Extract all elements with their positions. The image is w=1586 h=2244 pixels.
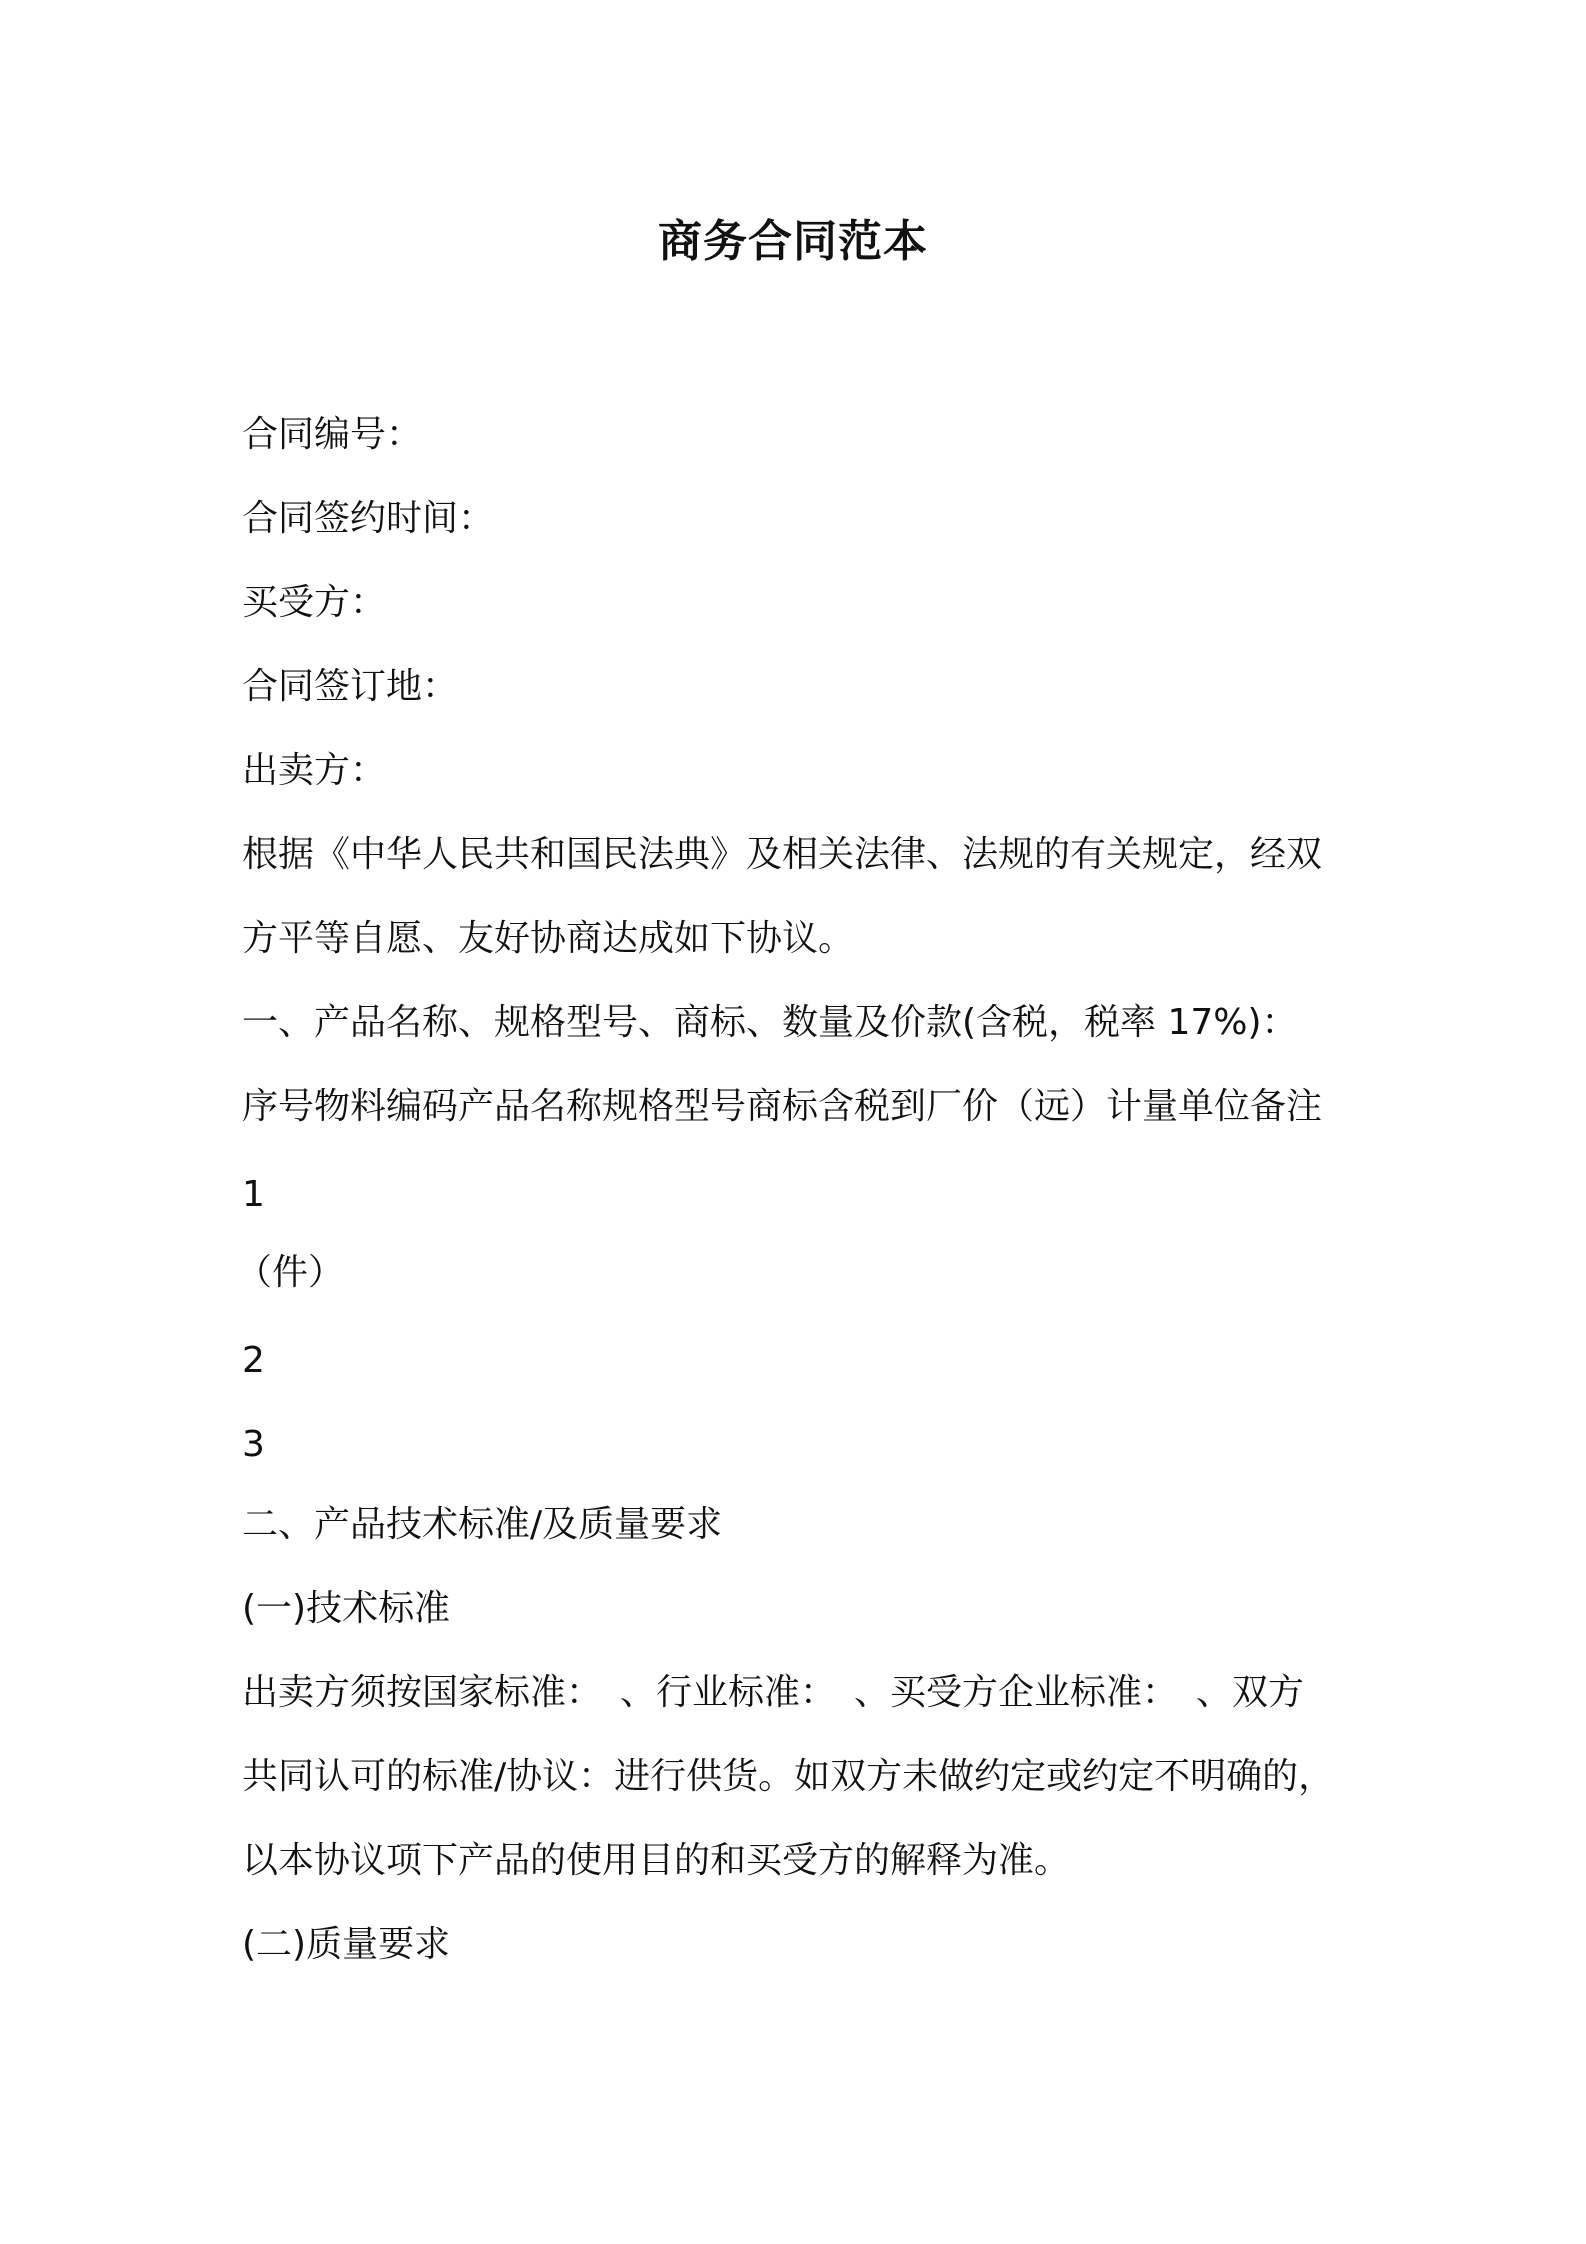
table-row: 2 [242, 1340, 265, 1381]
intro-line-2: 方平等自愿、友好协商达成如下协议。 [242, 918, 855, 959]
paragraph-line: 以本协议项下产品的使用目的和买受方的解释为准。 [242, 1840, 1071, 1881]
sign-place-field: 合同签订地： [242, 666, 459, 707]
paragraph-line: 出卖方须按国家标准： 、行业标准： 、买受方企业标准： 、双方 [242, 1672, 1305, 1713]
sign-time-field: 合同签约时间： [242, 498, 495, 539]
contract-number-field: 合同编号： [242, 414, 423, 455]
document-title: 商务合同范本 [658, 216, 928, 267]
table-row: 1 [242, 1174, 265, 1215]
table-row: 3 [242, 1424, 265, 1465]
section-2-heading: 二、产品技术标准/及质量要求 [242, 1504, 723, 1545]
intro-line-1: 根据《中华人民共和国民法典》及相关法律、法规的有关规定，经双 [242, 834, 1323, 875]
seller-field: 出卖方： [242, 750, 387, 791]
subsection-technical-standard: (一)技术标准 [242, 1588, 451, 1629]
table-row: （件） [236, 1252, 345, 1293]
subsection-quality-requirements: (二)质量要求 [242, 1924, 451, 1965]
buyer-field: 买受方： [242, 582, 387, 623]
section-1-heading: 一、产品名称、规格型号、商标、数量及价款(含税，税率 17%)： [242, 1002, 1298, 1043]
product-table-header: 序号物料编码产品名称规格型号商标含税到厂价（远）计量单位备注 [242, 1086, 1323, 1127]
paragraph-line: 共同认可的标准/协议：进行供货。如双方未做约定或约定不明确的， [242, 1756, 1335, 1797]
